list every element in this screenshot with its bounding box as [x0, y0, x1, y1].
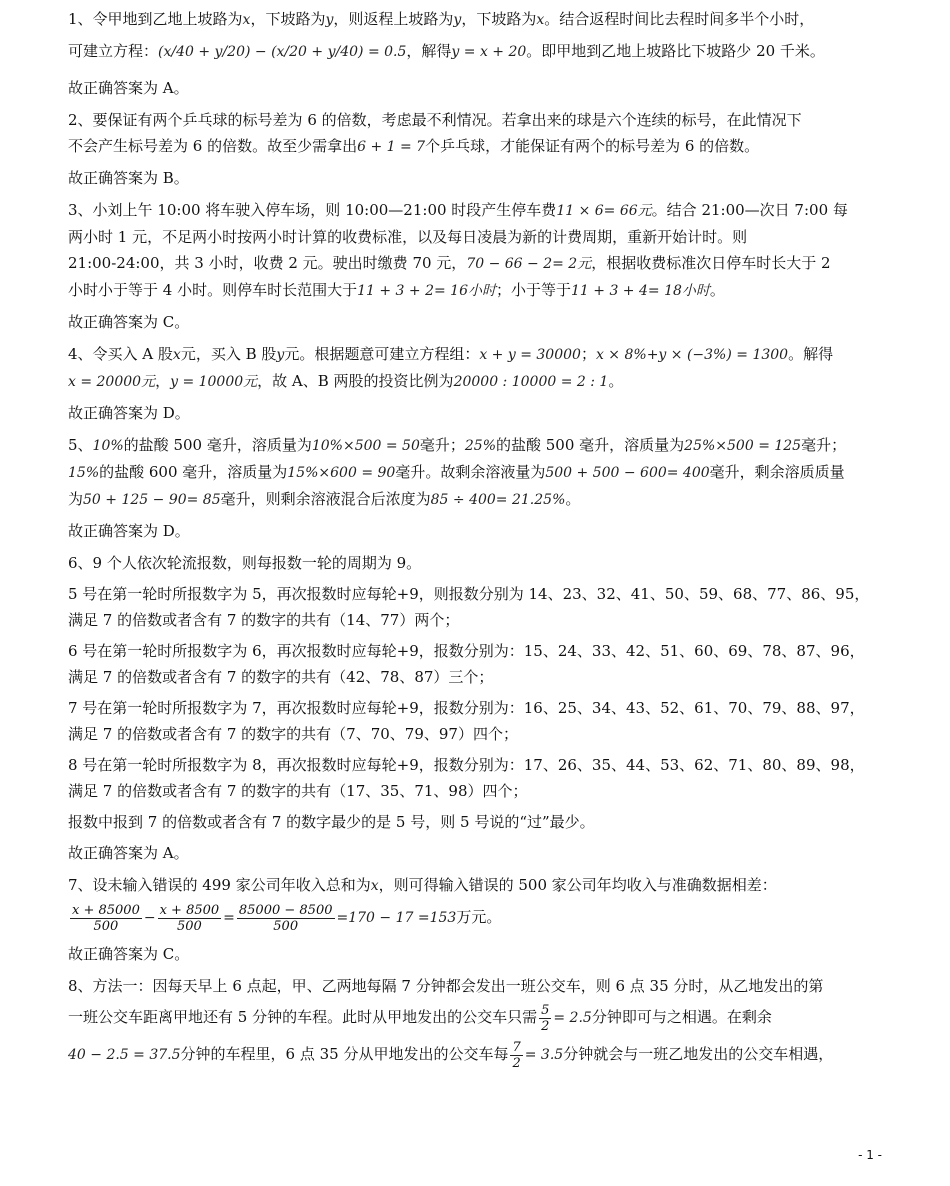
q6-line-1: 6、9 个人依次轮流报数，则每报数一轮的周期为 9。: [68, 554, 422, 572]
question-1: [68, 6, 886, 70]
q5-line-2: 15%的盐酸 600 毫升，溶质量为15%×600 = 90毫升。故剩余溶液量为500 + 500 − 600= 400毫升，剩余溶质质量: [68, 463, 845, 481]
q5-line-1: 5、10%的盐酸 500 毫升，溶质量为10%×500 = 50毫升；25%的盐酸 500 毫升，溶质量为25%×500 = 125毫升；: [68, 436, 847, 454]
q8-fraction-1: $\frac{5}{2}$: [541, 1002, 550, 1034]
q7-fraction-3: $\frac{85000 - 8500}{500}$: [238, 902, 333, 934]
q2-line-1: 2、要保证有两个乒乓球的标号差为 6 的倍数，考虑最不利情况。若拿出来的球是六个连续的标号，在此情况下: [68, 111, 802, 129]
q5-line-3: 为50 + 125 − 90= 85毫升，则剩余溶液混合后浓度为85 ÷ 400= 21.25%。: [68, 490, 581, 508]
question-8: [68, 973, 886, 1073]
q4-line-1: 4、令买入 A 股x元，买入 B 股y元。根据题意可建立方程组：x + y = 30000；x × 8%+y × (−3%) = 1300。解得: [68, 345, 834, 363]
question-7: [68, 872, 886, 936]
q6-conclusion: 报数中报到 7 的倍数或者含有 7 的数字最少的是 5 号，则 5 号说的“过”最少。: [68, 813, 595, 831]
q3-line-1: 3、小刘上午 10:00 将车驶入停车场，则 10:00—21:00 时段产生停车费11 × 6= 66元。结合 21:00—次日 7:00 每: [68, 201, 848, 219]
q8-line-1: 8、方法一：因每天早上 6 点起，甲、乙两地每隔 7 分钟都会发出一班公交车，则 6 点 35 分时，从乙地发出的第: [68, 977, 824, 995]
q8-fraction-2: $\frac{7}{2}$: [512, 1039, 521, 1071]
q6-case-8: 8 号在第一轮时所报数字为 8，再次报数时应每轮+9，报数分别为：17、26、35、44、53、62、71、80、89、98， 满足 7 的倍数或者含有 7 的数字的共有（17、35、71、98）四个；: [68, 756, 865, 800]
q1-line-2: 可建立方程：(x/40 + y/20) − (x/20 + y/40) = 0.5，解得y = x + 20。即甲地到乙地上坡路比下坡路少 20 千米。: [68, 42, 825, 60]
q3-line-2: 两小时 1 元，不足两小时按两小时计算的收费标准，以及每日凌晨为新的计费周期，重新开始计时。则: [68, 228, 748, 246]
q6-case-7: 7 号在第一轮时所报数字为 7，再次报数时应每轮+9，报数分别为：16、25、34、43、52、61、70、79、88、97， 满足 7 的倍数或者含有 7 的数字的共有（7、70、79、97）四个；: [68, 699, 865, 743]
q7-answer: 故正确答案为 C。: [68, 945, 190, 963]
q8-line-3: 40 − 2.5 = 37.5分钟的车程里，6 点 35 分从甲地发出的公交车每 $\frac{7}{2}$ = 3.5分钟就会与一班乙地发出的公交车相遇，: [68, 1039, 834, 1071]
document-body: [68, 6, 886, 1078]
question-5: [68, 432, 886, 513]
q3-answer: 故正确答案为 C。: [68, 313, 190, 331]
q1-answer: 故正确答案为 A。: [68, 79, 189, 97]
q1-line-1: 1、令甲地到乙地上坡路为x，下坡路为y，则返程上坡路为y，下坡路为x。结合返程时间比去程时间多半个小时，: [68, 10, 815, 28]
q6-case-6: 6 号在第一轮时所报数字为 6，再次报数时应每轮+9，报数分别为：15、24、33、42、51、60、69、78、87、96， 满足 7 的倍数或者含有 7 的数字的共有（42、78、87）三个；: [68, 642, 865, 686]
page-number: - 1 -: [858, 1148, 882, 1162]
question-2: [68, 107, 886, 160]
q4-line-2: x = 20000元，y = 10000元，故 A、B 两股的投资比例为20000 : 10000 = 2 : 1。: [68, 372, 624, 390]
question-4: [68, 341, 886, 395]
q6-case-5: 5 号在第一轮时所报数字为 5，再次报数时应每轮+9，则报数分别为 14、23、32、41、50、59、68、77、86、95， 满足 7 的倍数或者含有 7 的数字的共有（14、77）两个；: [68, 585, 870, 629]
question-6: [68, 550, 886, 576]
q3-line-4: 小时小于等于 4 小时。则停车时长范围大于11 + 3 + 2= 16小时；小于等于11 + 3 + 4= 18小时。: [68, 281, 725, 299]
q6-answer: 故正确答案为 A。: [68, 844, 189, 862]
q2-answer: 故正确答案为 B。: [68, 169, 189, 187]
q5-answer: 故正确答案为 D。: [68, 522, 190, 540]
question-3: [68, 197, 886, 304]
q7-line-1: 7、设未输入错误的 499 家公司年收入总和为x，则可得输入错误的 500 家公司年均收入与准确数据相差：: [68, 876, 777, 894]
q1-equation: (x/40 + y/20) − (x/20 + y/40) = 0.5: [158, 44, 407, 60]
q8-line-2: 一班公交车距离甲地还有 5 分钟的车程。此时从甲地发出的公交车只需 $\frac{5}{2}$ = 2.5分钟即可与之相遇。在剩余: [68, 1002, 772, 1034]
q1-solution: y = x + 20: [451, 44, 527, 60]
q7-fraction-2: $\frac{x + 8500}{500}$: [159, 902, 220, 934]
q7-equation: $\frac{x + 85000}{500}$ − $\frac{x + 8500}{500}$ = $\frac{85000 - 8500}{500}$ =170 − 17 =153万元。: [72, 902, 502, 934]
q3-line-3: 21:00-24:00，共 3 小时，收费 2 元。驶出时缴费 70 元，70 − 66 − 2= 2元，根据收费标准次日停车时长大于 2: [68, 254, 831, 272]
q2-line-2: 不会产生标号差为 6 的倍数。故至少需拿出6 + 1 = 7个乒乓球，才能保证有两个的标号差为 6 的倍数。: [68, 137, 760, 155]
q7-fraction-1: $\frac{x + 85000}{500}$: [72, 902, 140, 934]
q4-answer: 故正确答案为 D。: [68, 404, 190, 422]
